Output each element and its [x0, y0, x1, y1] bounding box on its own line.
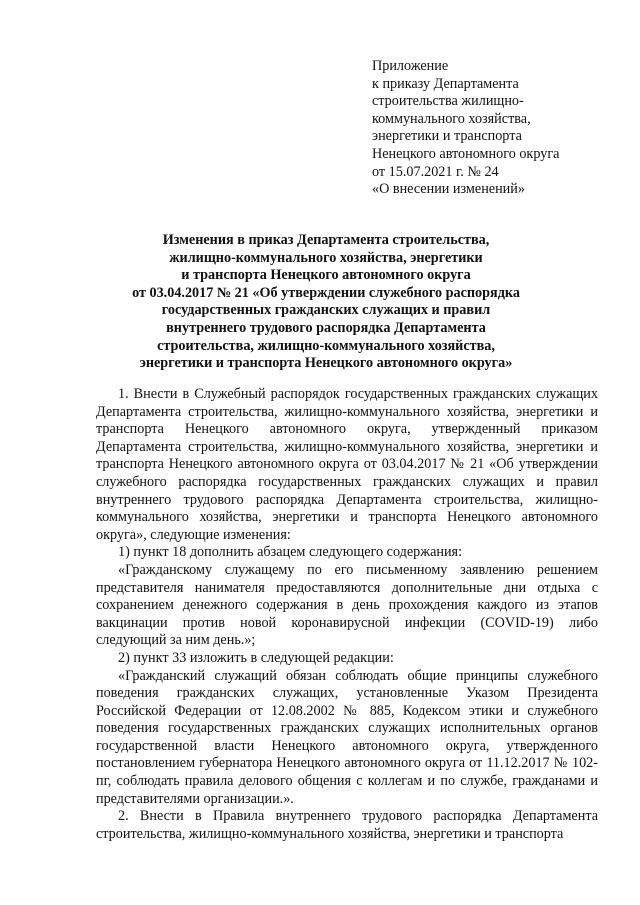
appendix-line: Ненецкого автономного округа: [372, 145, 560, 162]
appendix-line: от 15.07.2021 г. № 24: [372, 163, 499, 180]
title-line: государственных гражданских служащих и правил: [161, 302, 491, 319]
body-paragraph: «Гражданскому служащему по его письменному заявлению решением представителя нанимателя предоставляются дополнительные дни отдыха с сохранением денежного содержания в день прохождения каждого из этапов вакцинации против новой коронавирусной инфекции (COVID-19) либо следующий за ним день.»;: [96, 561, 598, 649]
title-line: энергетики и транспорта Ненецкого автономного округа»: [139, 355, 513, 372]
document-body: [96, 386, 598, 843]
title-line: и транспорта Ненецкого автономного округа: [181, 267, 471, 284]
body-paragraph: «Гражданский служащий обязан соблюдать общие принципы служебного поведения гражданских служащих, установленные Указом Президента Российской Федерации от 12.08.2002 № 885, Кодексом этики и служебного поведения государственных гражданских служащих исполнительных органов государственной власти Ненецкого автономного округа, утвержденного постановлением губернатора Ненецкого автономного округа от 11.12.2017 № 102-пг, соблюдать правила делового общения с коллегам и по службе, гражданами и представителями организации.».: [96, 667, 598, 807]
title-line: Изменения в приказ Департамента строительства,: [162, 232, 490, 248]
title-line: от 03.04.2017 № 21 «Об утверждении служебного распорядка: [132, 284, 520, 301]
appendix-line: «О внесении изменений»: [372, 181, 525, 198]
title-line: внутреннего трудового распорядка Департамента: [166, 319, 486, 336]
title-line: строительства, жилищно-коммунального хозяйства,: [157, 337, 495, 354]
appendix-line: Приложение: [372, 58, 449, 74]
body-paragraph: 2. Внести в Правила внутреннего трудового распорядка Департамента строительства, жилищно-коммунального хозяйства, энергетики и транспорта: [96, 808, 598, 842]
body-paragraph: 2) пункт 33 изложить в следующей редакции:: [118, 649, 394, 666]
body-paragraph: 1. Внести в Служебный распорядок государственных гражданских служащих Департамента строительства, жилищно-коммунального хозяйства, энергетики и транспорта Ненецкого автономного округа, утвержденный приказом Департамента строительства, жилищно-коммунального хозяйства, энергетики и транспорта Ненецкого автономного округа от 03.04.2017 № 21 «Об утверждении служебного распорядка государственных гражданских служащих и правил внутреннего трудового распорядка Департамента строительства, жилищно-коммунального хозяйства, энергетики и транспорта Ненецкого автономного округа», следующие изменения:: [96, 386, 598, 543]
document-title: [96, 232, 556, 373]
appendix-line: энергетики и транспорта: [372, 128, 522, 145]
appendix-line: строительства жилищно-: [372, 93, 524, 110]
body-paragraph: 1) пункт 18 дополнить абзацем следующего содержания:: [118, 544, 463, 561]
title-line: жилищно-коммунального хозяйства, энергетики: [169, 249, 483, 266]
appendix-header: [372, 58, 612, 199]
appendix-line: коммунального хозяйства,: [372, 110, 531, 127]
appendix-line: к приказу Департамента: [372, 75, 519, 92]
